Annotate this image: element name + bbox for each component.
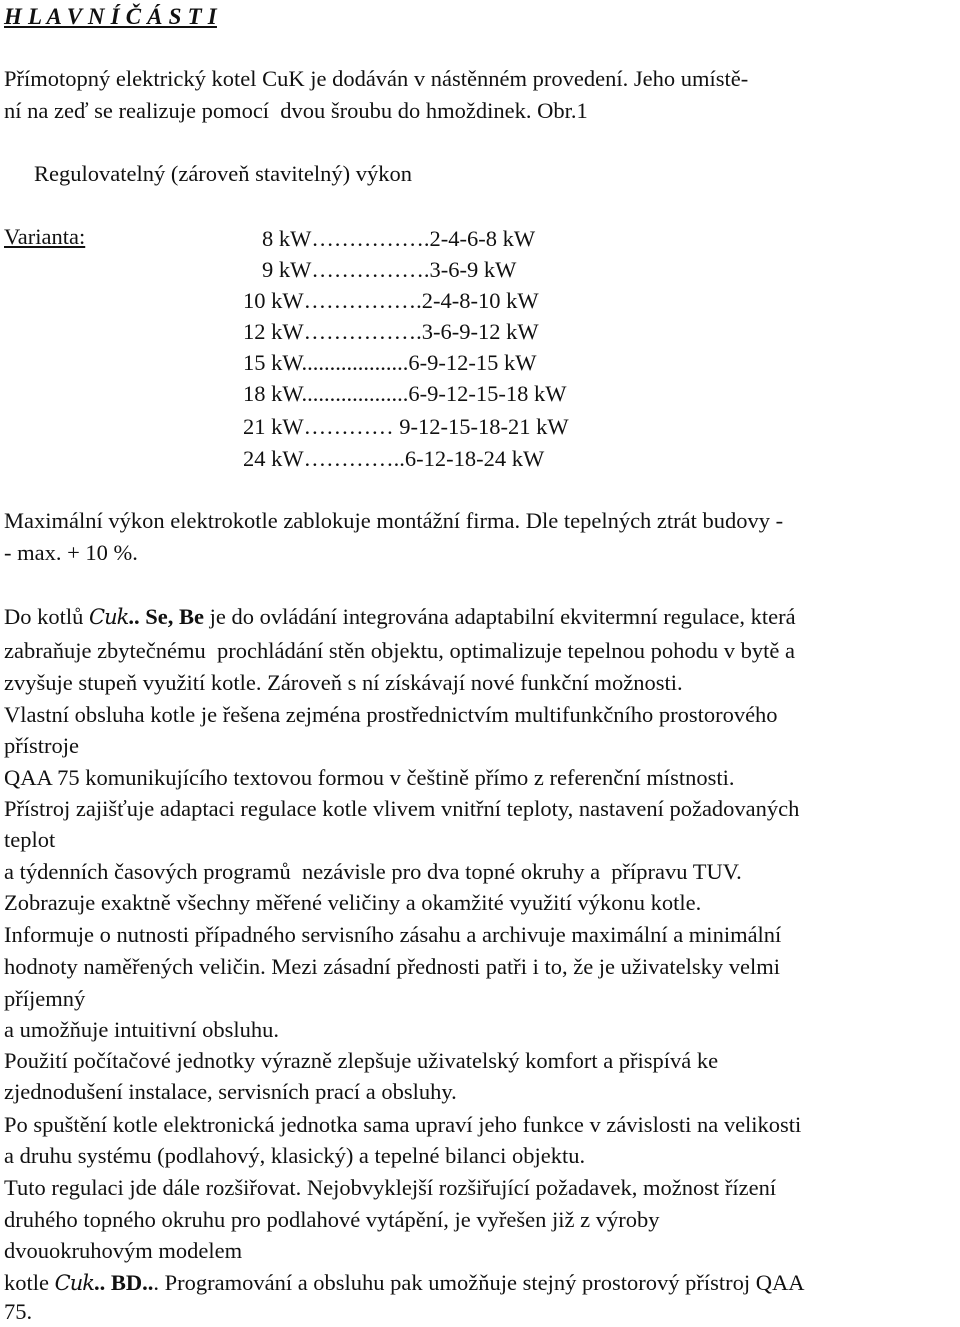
variant-row: 12 kW…………….3-6-9-12 kW bbox=[243, 319, 539, 344]
variant-row: 8 kW…………….2-4-6-8 kW bbox=[262, 226, 536, 251]
body-line: Informuje o nutnosti případného servisního zásahu a archivuje maximální a minimální bbox=[4, 922, 782, 947]
body-line: QAA 75 komunikujícího textovou formou v češtině přímo z referenční místnosti. bbox=[4, 765, 735, 790]
variants-label: Varianta: bbox=[4, 224, 86, 249]
max-power-line-2: - max. + 10 %. bbox=[4, 540, 138, 565]
regulation-paragraph-start bbox=[4, 602, 796, 632]
body-line: teplot bbox=[4, 827, 56, 852]
body-line: Vlastní obsluha kotle je řešena zejména prostřednictvím multifunkčního prostorového bbox=[4, 702, 778, 727]
text-span: je do ovládání integrována adaptabilní ekvitermní regulace, která bbox=[203, 604, 796, 629]
body-line: druhého topného okruhu pro podlahové vytápění, je vyřešen již z výroby bbox=[4, 1207, 660, 1232]
text-span: .. bbox=[128, 604, 146, 629]
variant-row: 9 kW…………….3-6-9 kW bbox=[262, 257, 517, 282]
variant-row: 15 kW...................6-9-12-15 kW bbox=[243, 350, 537, 375]
section-heading: H L A V N Í Č Á S T I bbox=[4, 4, 217, 29]
variant-row: 24 kW…………..6-12-18-24 kW bbox=[243, 446, 545, 471]
cuk-logo: Cuk bbox=[54, 1271, 94, 1295]
body-line: přístroje bbox=[4, 733, 79, 758]
body-line: hodnoty naměřených veličin. Mezi zásadní přednosti patři i to, že je uživatelsky velmi bbox=[4, 954, 781, 979]
body-line: Zobrazuje exaktně všechny měřené veličiny a okamžité využití výkonu kotle. bbox=[4, 890, 702, 915]
max-power-line-1: Maximální výkon elektrokotle zablokuje montážní firma. Dle tepelných ztrát budovy - bbox=[4, 508, 784, 533]
body-line: a týdenních časových programů nezávisle pro dva topné okruhy a přípravu TUV. bbox=[4, 859, 742, 884]
body-line: zvyšuje stupeň využití kotle. Zároveň s ní získávají nové funkční možnosti. bbox=[4, 670, 683, 695]
body-line: a umožňuje intuitivní obsluhu. bbox=[4, 1017, 279, 1042]
model-names: Se, Be bbox=[145, 604, 204, 629]
body-line: Tuto regulaci jde dále rozšiřovat. Nejobvyklejší rozšiřující požadavek, možnost řízení bbox=[4, 1175, 777, 1200]
text-span: kotle bbox=[4, 1270, 55, 1295]
variant-row: 21 kW………… 9-12-15-18-21 kW bbox=[243, 414, 569, 439]
intro-line-2: ní na zeď se realizuje pomocí dvou šroubu do hmoždinek. Obr.1 bbox=[4, 98, 588, 123]
final-paragraph-line-2: 75. bbox=[4, 1299, 33, 1324]
intro-line-1: Přímotopný elektrický kotel CuK je dodáván v nástěnném provedení. Jeho umístě- bbox=[4, 66, 749, 91]
final-paragraph-line-1 bbox=[4, 1268, 805, 1298]
body-line: příjemný bbox=[4, 986, 86, 1011]
body-line: Po spuštění kotle elektronická jednotka sama upraví jeho funkce v závislosti na velikosti bbox=[4, 1112, 802, 1137]
text-span: Do kotlů bbox=[4, 604, 90, 629]
body-line: a druhu systému (podlahový, klasický) a tepelné bilanci objektu. bbox=[4, 1143, 586, 1168]
body-line: dvouokruhovým modelem bbox=[4, 1238, 243, 1263]
regulation-title: Regulovatelný (zároveň stavitelný) výkon bbox=[34, 161, 413, 186]
variant-row: 10 kW…………….2-4-8-10 kW bbox=[243, 288, 539, 313]
body-line: zabraňuje zbytečnému prochládání stěn objektu, optimalizuje tepelnou pohodu v bytě a bbox=[4, 638, 795, 663]
text-span: . Programování a obsluhu pak umožňuje stejný prostorový přístroj QAA bbox=[153, 1270, 805, 1295]
model-bd: .. BD.. bbox=[93, 1270, 154, 1295]
body-line: zjednodušení instalace, servisních prací a obsluhy. bbox=[4, 1079, 457, 1104]
body-line: Přístroj zajišťuje adaptaci regulace kotle vlivem vnitřní teploty, nastavení požadovaných bbox=[4, 796, 800, 821]
cuk-logo: Cuk bbox=[89, 605, 129, 629]
body-line: Použití počítačové jednotky výrazně zlepšuje uživatelský komfort a přispívá ke bbox=[4, 1048, 719, 1073]
variant-row: 18 kW...................6-9-12-15-18 kW bbox=[243, 381, 567, 406]
